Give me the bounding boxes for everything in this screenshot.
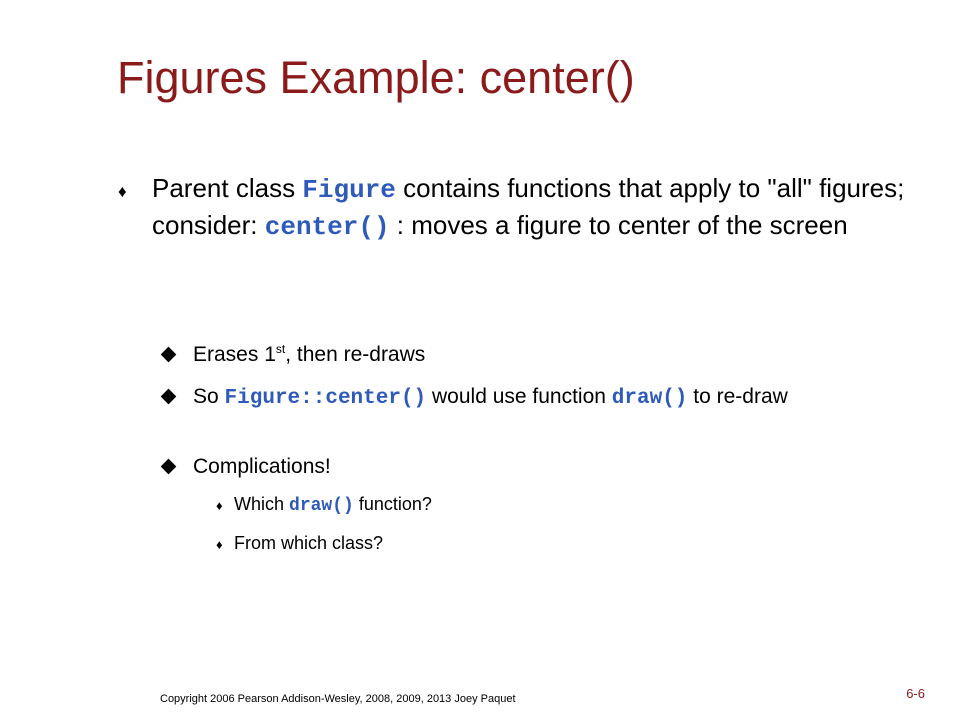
- code-figure-center: Figure::center(): [224, 387, 427, 410]
- text-segment: Which: [234, 494, 290, 514]
- sub-bullet-complications: [162, 454, 902, 479]
- subsub-bullet-which-class: [216, 532, 383, 554]
- diamond-bullet-icon: ♦: [216, 537, 223, 552]
- text-segment: From which class?: [234, 533, 384, 553]
- filled-diamond-bullet-icon: [161, 389, 177, 405]
- diamond-bullet-icon: ♦: [118, 182, 127, 201]
- sub-bullet-erases: [162, 342, 902, 367]
- text-segment: to re-draw: [687, 385, 788, 408]
- main-bullet-text: [152, 171, 918, 245]
- text-segment: So: [193, 385, 225, 408]
- text-segment: Parent class: [152, 173, 303, 203]
- sub-bullet-center-uses-draw: [162, 384, 902, 411]
- text-segment: function?: [353, 494, 432, 514]
- filled-diamond-bullet-icon: [161, 459, 177, 475]
- text-segment: : moves a figure to center of the screen: [389, 210, 848, 240]
- text-segment: contains functions that apply to "all" figures; consider:: [152, 173, 905, 240]
- code-center: center(): [264, 212, 390, 242]
- text-segment: Complications!: [193, 455, 331, 478]
- slide-title: Figures Example: center(): [117, 52, 635, 103]
- superscript: st: [275, 342, 286, 356]
- text-segment: , then re-draws: [285, 343, 426, 366]
- page-number: 6-6: [906, 686, 925, 701]
- text-segment: Erases 1: [193, 343, 276, 366]
- code-figure: Figure: [302, 175, 396, 205]
- main-bullet: [118, 171, 918, 245]
- code-draw: draw(): [611, 387, 688, 410]
- subsub-bullet-which-draw: [216, 493, 432, 517]
- filled-diamond-bullet-icon: [161, 347, 177, 363]
- diamond-bullet-icon: ♦: [216, 498, 223, 513]
- copyright-footer: Copyright 2006 Pearson Addison-Wesley, 2008, 2009, 2013 Joey Paquet: [160, 693, 516, 705]
- text-segment: would use function: [426, 385, 612, 408]
- code-draw: draw(): [289, 496, 354, 516]
